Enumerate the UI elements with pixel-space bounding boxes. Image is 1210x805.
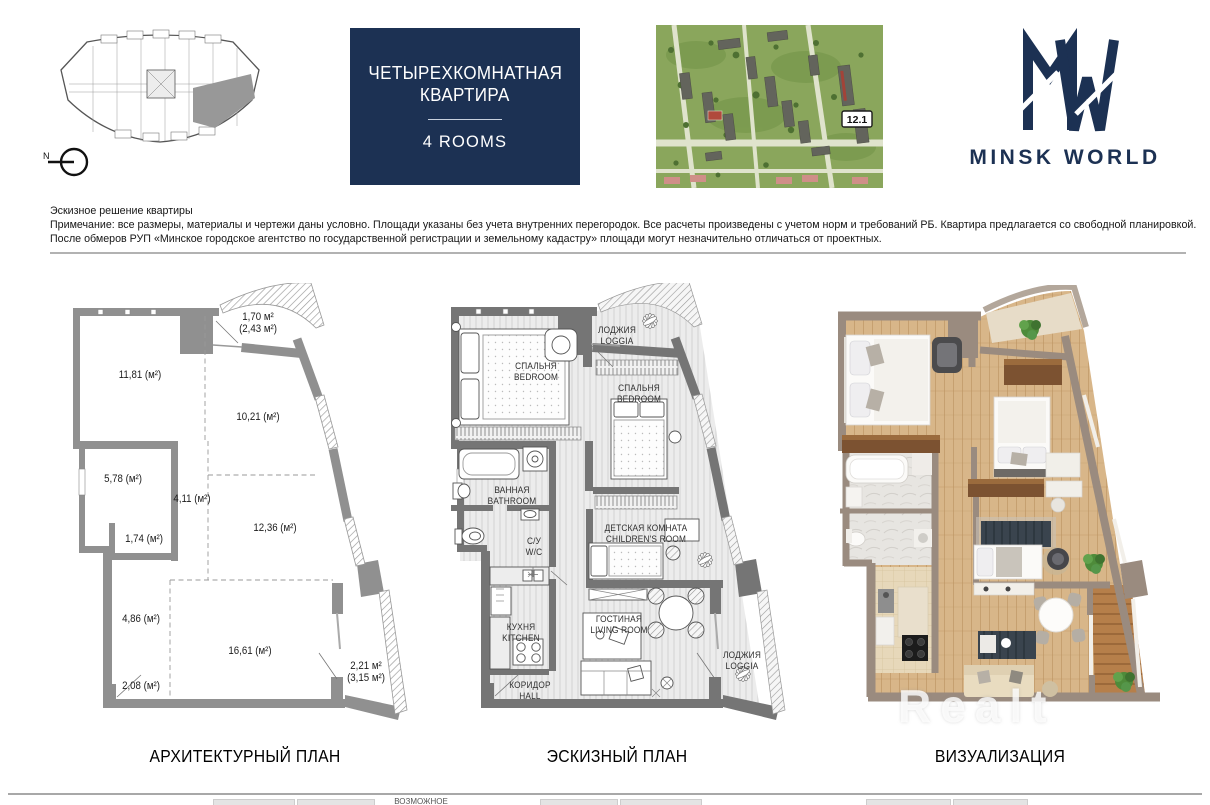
footer-swatch: [620, 799, 702, 805]
room-label: КОРИДОР HALL: [509, 680, 551, 701]
area-label: 16,61 (м²): [228, 645, 272, 657]
visualization-render: [828, 285, 1168, 735]
room-label: СПАЛЬНЯ BEDROOM: [616, 383, 662, 404]
area-label: 4,11 (м²): [173, 493, 211, 505]
disclaimer-line1: Эскизное решение квартиры: [50, 205, 193, 217]
area-label: 11,81 (м²): [118, 369, 162, 381]
building-number-badge: [842, 111, 872, 127]
area-label: 4,86 (м²): [122, 613, 160, 625]
area-label: 2,21 м² (3,15 м²): [347, 660, 385, 684]
footer-swatch: [866, 799, 951, 805]
north-compass-icon: [42, 142, 96, 182]
area-label: 12,36 (м²): [253, 522, 297, 534]
room-label: ЛОДЖИЯ LOGGIA: [598, 325, 636, 346]
header-divider-line: [50, 252, 1186, 254]
area-label: 10,21 (м²): [236, 411, 280, 423]
floor-key-plan: [55, 26, 265, 154]
room-label: С/У W/C: [525, 536, 543, 557]
visualization-title: ВИЗУАЛИЗАЦИЯ: [934, 746, 1066, 766]
area-label: 2,08 (м²): [122, 680, 160, 692]
area-label: 1,74 (м²): [125, 533, 163, 545]
sketch-plan-title: ЭСКИЗНЫЙ ПЛАН: [546, 746, 688, 766]
north-label: N: [43, 151, 50, 161]
area-label: 5,78 (м²): [104, 473, 142, 485]
area-label: 1,70 м² (2,43 м²): [239, 311, 277, 335]
apartment-type-line2: КВАРТИРА: [420, 83, 510, 105]
room-label: СПАЛЬНЯ BEDROOM: [513, 361, 559, 382]
footer-swatch: [540, 799, 618, 805]
architectural-plan-title: АРХИТЕКТУРНЫЙ ПЛАН: [149, 746, 341, 766]
disclaimer-block: [50, 205, 1200, 246]
footer-cutoff-text: ВОЗМОЖНОЕ: [394, 797, 448, 805]
rooms-count-label: 4 ROOMS: [422, 132, 508, 151]
footer-swatch: [213, 799, 295, 805]
title-divider: [428, 119, 502, 120]
complex-aerial-image: [656, 25, 883, 188]
architectural-plan: [65, 283, 410, 728]
footer-swatch: [297, 799, 375, 805]
footer-divider-line: [8, 793, 1202, 795]
realt-watermark: Realt: [898, 680, 1056, 732]
room-label: КУХНЯ KITCHEN: [502, 622, 540, 643]
apartment-type-box: [350, 28, 580, 185]
minsk-world-logo: [960, 28, 1170, 176]
visualization-plan: [828, 285, 1168, 735]
room-label: ЛОДЖИЯ LOGGIA: [723, 650, 761, 671]
apartment-type-line1: ЧЕТЫРЕХКОМНАТНАЯ: [368, 61, 562, 83]
room-label: ВАННАЯ BATHROOM: [487, 485, 537, 506]
disclaimer-line3: После обмеров РУП «Минское городское агентство по государственной регистрации и земельному кадастру» площади могут незначительно отличаться от проектных.: [50, 232, 882, 245]
building-number-text: 12.1: [846, 114, 868, 126]
mw-monogram-icon: [1028, 40, 1114, 130]
footer-swatch: [953, 799, 1028, 805]
sketch-plan: [443, 283, 788, 728]
disclaimer-line2: Примечание: все размеры, материалы и чертежи даны условно. Площади указаны без учета внутренних перегородок. Все расчеты произведены с учетом норм и требований РБ. Квартира предлагается со свободной планировкой.: [50, 218, 1197, 231]
room-label: ДЕТСКАЯ КОМНАТА CHILDREN'S ROOM: [604, 523, 688, 544]
logo-wordmark: MINSK WORLD: [969, 146, 1161, 169]
room-label: ГОСТИНАЯ LIVING ROOM: [590, 614, 648, 635]
